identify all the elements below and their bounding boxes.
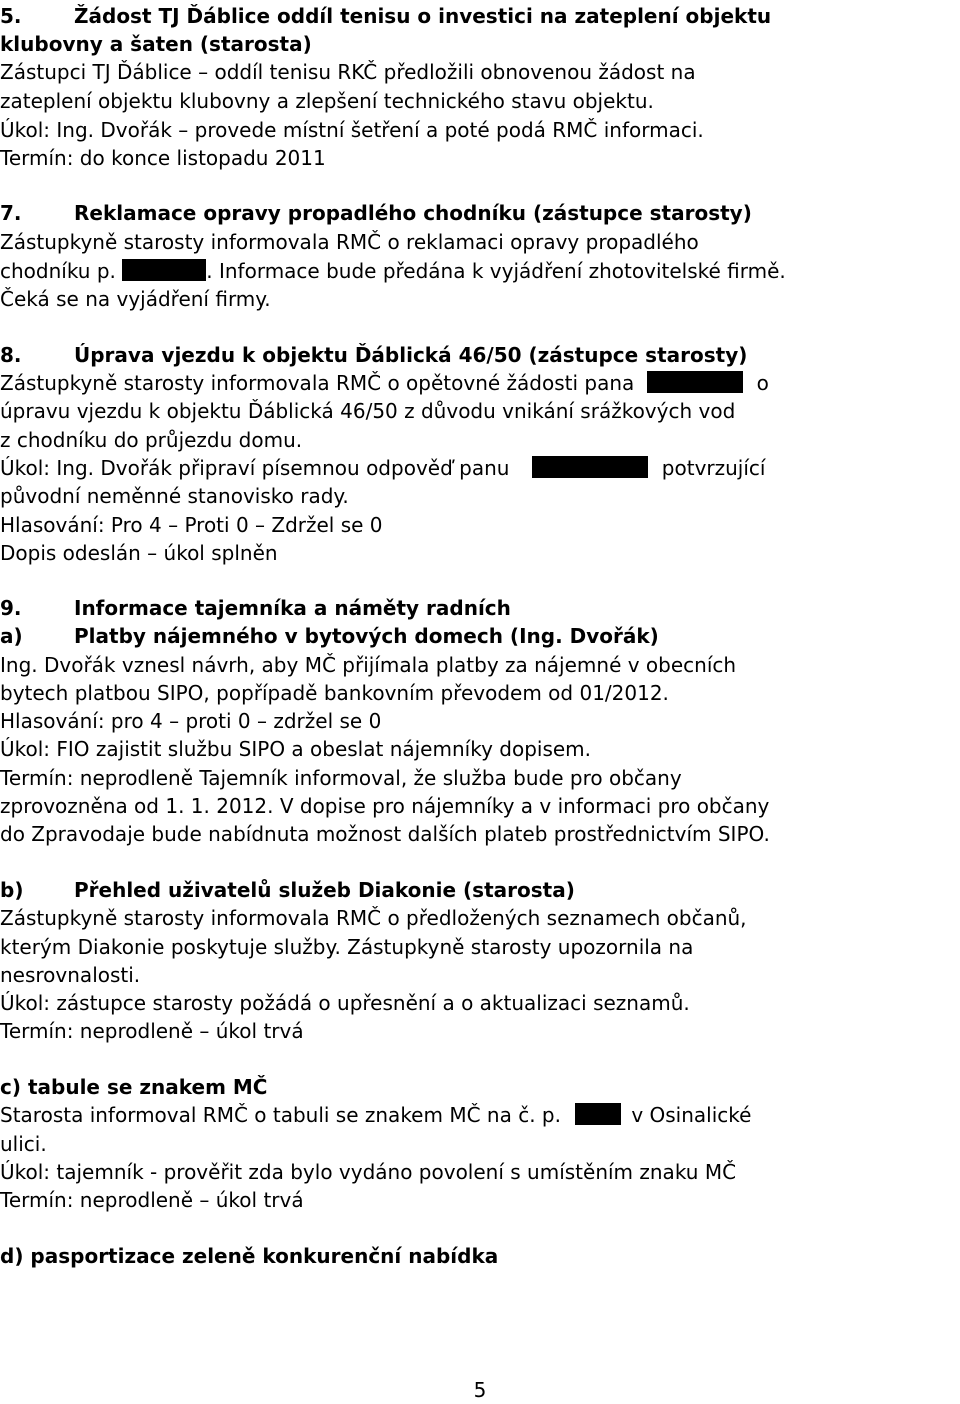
section-title: Informace tajemníka a náměty radních [74, 596, 511, 620]
redaction-box [532, 456, 648, 478]
section-number: 7. [0, 201, 22, 225]
redaction-box [122, 259, 206, 281]
paragraph-line: kterým Diakonie poskytuje služby. Zástupkyně starosty upozornila na [0, 935, 694, 959]
paragraph-line: Ing. Dvořák vznesl návrh, aby MČ přijímala platby za nájemné v obecních [0, 653, 737, 677]
task-line: Úkol: FIO zajistit službu SIPO a obeslat nájemníky dopisem. [0, 737, 592, 761]
task-line: Úkol: Ing. Dvořák – provede místní šetření a poté podá RMČ informaci. [0, 118, 704, 142]
section-title: Reklamace opravy propadlého chodníku (zástupce starosty) [74, 201, 752, 225]
text-fragment: potvrzující [661, 456, 766, 480]
text-fragment: o [756, 371, 769, 395]
deadline-line: Termín: do konce listopadu 2011 [0, 146, 326, 170]
section-9-heading [0, 594, 960, 622]
section-5-heading-cont: klubovny a šaten (starosta) [0, 32, 312, 56]
section-number: 5. [0, 4, 22, 28]
paragraph-line: zateplení objektu klubovny a zlepšení technického stavu objektu. [0, 89, 654, 113]
text-fragment: Úkol: Ing. Dvořák připraví písemnou odpověď panu [0, 456, 510, 480]
deadline-line: Termín: neprodleně – úkol trvá [0, 1188, 304, 1212]
paragraph-line: ulici. [0, 1132, 47, 1156]
section-7-heading [0, 199, 960, 227]
subsection-letter: a) [0, 624, 23, 648]
section-title: Úprava vjezdu k objektu Ďáblická 46/50 (zástupce starosty) [74, 343, 748, 367]
status-line: Dopis odeslán – úkol splněn [0, 541, 278, 565]
paragraph-line: bytech platbou SIPO, popřípadě bankovním převodem od 01/2012. [0, 681, 669, 705]
task-line: Úkol: tajemník - prověřit zda bylo vydáno povolení s umístěním znaku MČ [0, 1160, 737, 1184]
paragraph-line: úpravu vjezdu k objektu Ďáblická 46/50 z důvodu vnikání srážkových vod [0, 399, 736, 423]
subsection-a-heading [0, 622, 960, 650]
paragraph-line: do Zpravodaje bude nabídnuta možnost dalších plateb prostřednictvím SIPO. [0, 822, 770, 846]
subsection-d-heading: d) pasportizace zeleně konkurenční nabídka [0, 1244, 499, 1268]
paragraph-line [0, 369, 960, 397]
vote-line: Hlasování: pro 4 – proti 0 – zdržel se 0 [0, 709, 382, 733]
task-line [0, 454, 960, 482]
paragraph-line: z chodníku do průjezdu domu. [0, 428, 303, 452]
subsection-title: Platby nájemného v bytových domech (Ing. Dvořák) [74, 624, 659, 648]
redaction-box [647, 371, 743, 393]
redaction-box [575, 1103, 621, 1125]
subsection-letter: b) [0, 878, 24, 902]
section-number: 9. [0, 596, 22, 620]
vote-line: Hlasování: Pro 4 – Proti 0 – Zdržel se 0 [0, 513, 383, 537]
text-fragment: . Informace bude předána k vyjádření zhotovitelské firmě. [206, 259, 786, 283]
section-8-heading [0, 341, 960, 369]
task-line-cont: původní neměnné stanovisko rady. [0, 484, 349, 508]
page-number: 5 [473, 1378, 487, 1402]
section-title: Žádost TJ Ďáblice oddíl tenisu o investici na zateplení objektu [74, 4, 772, 28]
paragraph-line: nesrovnalosti. [0, 963, 141, 987]
subsection-b-heading [0, 876, 960, 904]
subsection-c-heading: c) tabule se znakem MČ [0, 1075, 268, 1099]
section-5-heading [0, 2, 960, 30]
section-number: 8. [0, 343, 22, 367]
paragraph-line: Zástupci TJ Ďáblice – oddíl tenisu RKČ předložili obnovenou žádost na [0, 60, 696, 84]
text-fragment: Zástupkyně starosty informovala RMČ o opětovné žádosti pana [0, 371, 635, 395]
text-fragment: chodníku p. [0, 259, 116, 283]
paragraph-line: zprovozněna od 1. 1. 2012. V dopise pro nájemníky a v informaci pro občany [0, 794, 770, 818]
subsection-title: Přehled uživatelů služeb Diakonie (starosta) [74, 878, 575, 902]
text-fragment: v Osinalické [631, 1103, 752, 1127]
text-fragment: Starosta informoval RMČ o tabuli se znakem MČ na č. p. [0, 1103, 561, 1127]
task-line: Úkol: zástupce starosty požádá o upřesnění a o aktualizaci seznamů. [0, 991, 690, 1015]
deadline-line: Termín: neprodleně Tajemník informoval, že služba bude pro občany [0, 766, 682, 790]
deadline-line: Termín: neprodleně – úkol trvá [0, 1019, 304, 1043]
paragraph-line: Zástupkyně starosty informovala RMČ o předložených seznamech občanů, [0, 906, 747, 930]
paragraph-line [0, 1101, 960, 1129]
paragraph-line: Zástupkyně starosty informovala RMČ o reklamaci opravy propadlého [0, 230, 699, 254]
paragraph-line [0, 257, 960, 285]
paragraph-line: Čeká se na vyjádření firmy. [0, 287, 271, 311]
